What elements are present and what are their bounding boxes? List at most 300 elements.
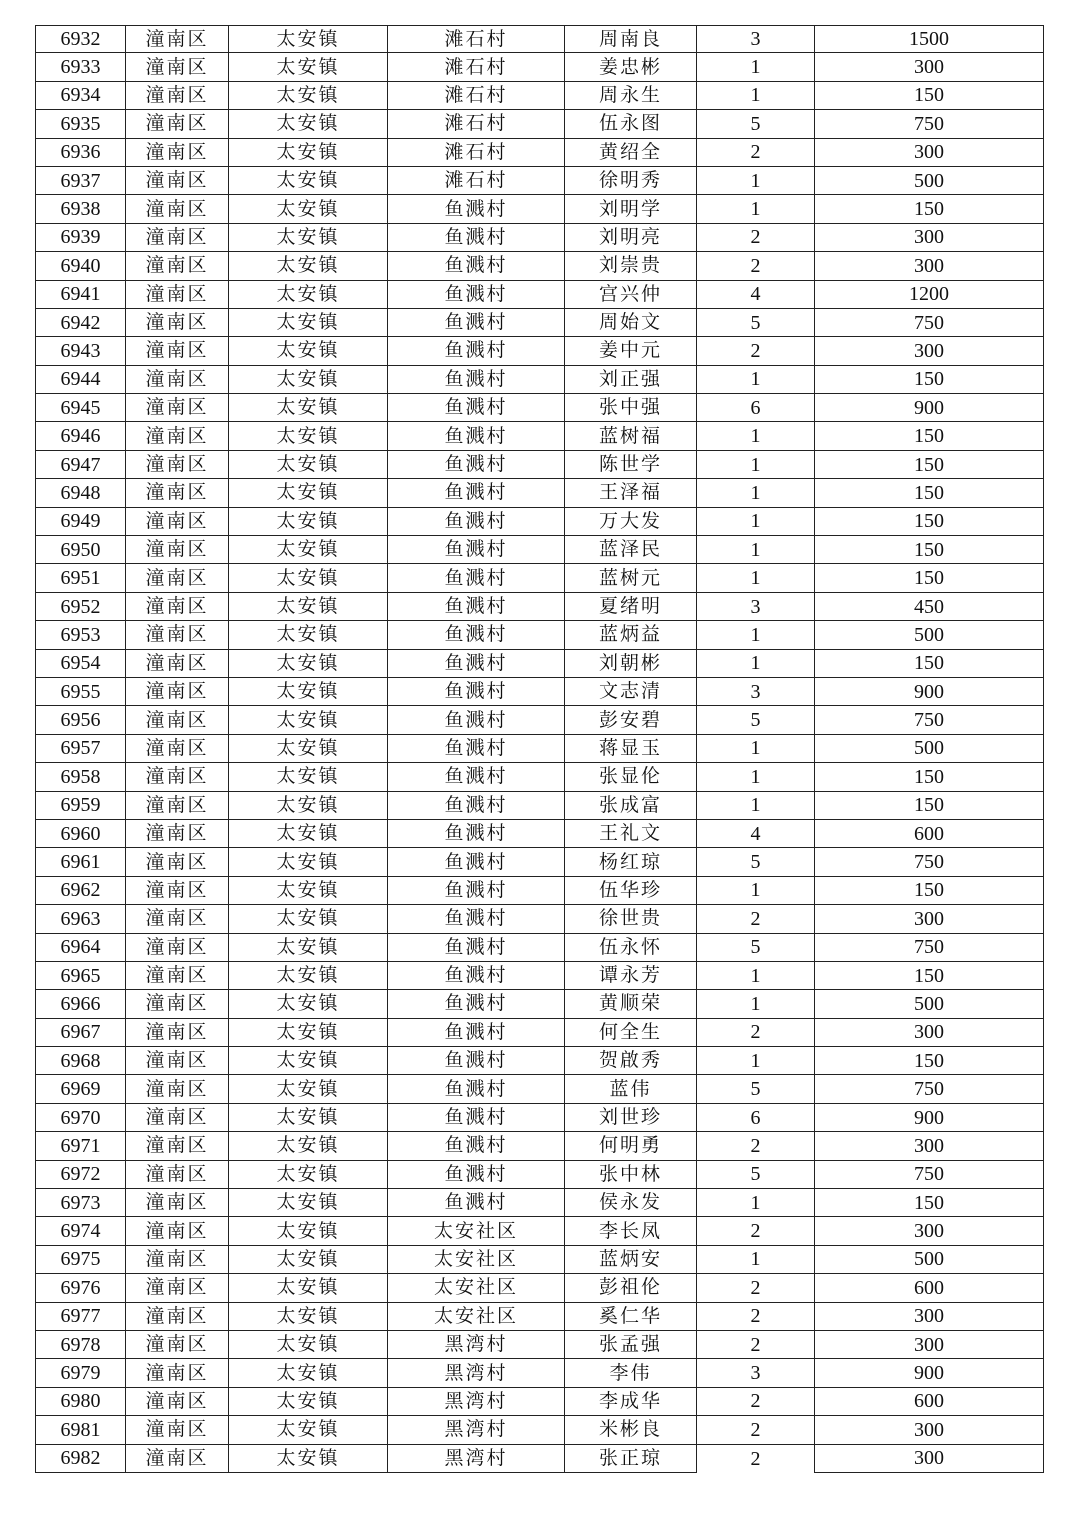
village-cell: 鱼溅村: [387, 508, 564, 536]
town-cell: 太安镇: [228, 82, 387, 110]
town-cell: 太安镇: [228, 593, 387, 621]
village-cell: 鱼溅村: [387, 820, 564, 848]
name-cell: 刘明学: [564, 195, 696, 223]
table-row: [35, 252, 1044, 280]
count-cell: 1: [696, 1189, 814, 1217]
village-cell: 鱼溅村: [387, 735, 564, 763]
village-cell: 太安社区: [387, 1246, 564, 1274]
name-cell: 姜中元: [564, 337, 696, 365]
village-cell: 鱼溅村: [387, 1104, 564, 1132]
table-row: [35, 1019, 1044, 1047]
town-cell: 太安镇: [228, 848, 387, 876]
serial-cell: 6963: [35, 905, 125, 933]
count-cell: 1: [696, 735, 814, 763]
district-cell: 潼南区: [125, 962, 228, 990]
serial-cell: 6935: [35, 110, 125, 138]
name-cell: 侯永发: [564, 1189, 696, 1217]
district-cell: 潼南区: [125, 1075, 228, 1103]
serial-cell: 6947: [35, 451, 125, 479]
village-cell: 鱼溅村: [387, 848, 564, 876]
name-cell: 宫兴仲: [564, 281, 696, 309]
count-cell: 2: [696, 337, 814, 365]
count-cell: 1: [696, 82, 814, 110]
district-cell: 潼南区: [125, 735, 228, 763]
town-cell: 太安镇: [228, 337, 387, 365]
table-row: [35, 309, 1044, 337]
count-cell: 1: [696, 962, 814, 990]
count-cell: 5: [696, 110, 814, 138]
village-cell: 太安社区: [387, 1274, 564, 1302]
table-row: [35, 139, 1044, 167]
amount-cell: 150: [814, 962, 1044, 990]
district-cell: 潼南区: [125, 82, 228, 110]
serial-cell: 6939: [35, 224, 125, 252]
table-row: [35, 508, 1044, 536]
town-cell: 太安镇: [228, 1303, 387, 1331]
count-cell: 1: [696, 564, 814, 592]
count-cell: 5: [696, 934, 814, 962]
table-row: [35, 564, 1044, 592]
amount-cell: 150: [814, 82, 1044, 110]
count-cell: 2: [696, 1445, 814, 1473]
village-cell: 鱼溅村: [387, 877, 564, 905]
amount-cell: 300: [814, 139, 1044, 167]
village-cell: 鱼溅村: [387, 1189, 564, 1217]
amount-cell: 500: [814, 735, 1044, 763]
name-cell: 李伟: [564, 1359, 696, 1387]
serial-cell: 6965: [35, 962, 125, 990]
village-cell: 鱼溅村: [387, 792, 564, 820]
serial-cell: 6952: [35, 593, 125, 621]
village-cell: 滩石村: [387, 167, 564, 195]
amount-cell: 300: [814, 1331, 1044, 1359]
serial-cell: 6950: [35, 536, 125, 564]
count-cell: 1: [696, 763, 814, 791]
count-cell: 2: [696, 1019, 814, 1047]
count-cell: 1: [696, 1047, 814, 1075]
serial-cell: 6961: [35, 848, 125, 876]
town-cell: 太安镇: [228, 422, 387, 450]
district-cell: 潼南区: [125, 337, 228, 365]
village-cell: 黑湾村: [387, 1359, 564, 1387]
amount-cell: 150: [814, 650, 1044, 678]
district-cell: 潼南区: [125, 479, 228, 507]
table-row: [35, 848, 1044, 876]
amount-cell: 300: [814, 1416, 1044, 1444]
table-row: [35, 394, 1044, 422]
district-cell: 潼南区: [125, 110, 228, 138]
village-cell: 鱼溅村: [387, 905, 564, 933]
serial-cell: 6954: [35, 650, 125, 678]
table-row: [35, 1161, 1044, 1189]
table-row: [35, 877, 1044, 905]
district-cell: 潼南区: [125, 820, 228, 848]
name-cell: 万大发: [564, 508, 696, 536]
district-cell: 潼南区: [125, 309, 228, 337]
table-row: [35, 1189, 1044, 1217]
amount-cell: 1200: [814, 281, 1044, 309]
serial-cell: 6959: [35, 792, 125, 820]
town-cell: 太安镇: [228, 1217, 387, 1245]
village-cell: 黑湾村: [387, 1331, 564, 1359]
count-cell: 2: [696, 1303, 814, 1331]
count-cell: 3: [696, 678, 814, 706]
name-cell: 奚仁华: [564, 1303, 696, 1331]
table-row: [35, 1274, 1044, 1302]
town-cell: 太安镇: [228, 110, 387, 138]
name-cell: 张中强: [564, 394, 696, 422]
village-cell: 鱼溅村: [387, 252, 564, 280]
town-cell: 太安镇: [228, 1132, 387, 1160]
name-cell: 贺啟秀: [564, 1047, 696, 1075]
amount-cell: 150: [814, 422, 1044, 450]
name-cell: 米彬良: [564, 1416, 696, 1444]
village-cell: 滩石村: [387, 25, 564, 53]
district-cell: 潼南区: [125, 848, 228, 876]
table-row: [35, 110, 1044, 138]
serial-cell: 6969: [35, 1075, 125, 1103]
district-cell: 潼南区: [125, 1132, 228, 1160]
count-cell: 5: [696, 706, 814, 734]
town-cell: 太安镇: [228, 763, 387, 791]
count-cell: 2: [696, 905, 814, 933]
town-cell: 太安镇: [228, 536, 387, 564]
table-row: [35, 678, 1044, 706]
amount-cell: 750: [814, 110, 1044, 138]
amount-cell: 300: [814, 1132, 1044, 1160]
village-cell: 鱼溅村: [387, 990, 564, 1018]
amount-cell: 900: [814, 1104, 1044, 1132]
district-cell: 潼南区: [125, 451, 228, 479]
amount-cell: 150: [814, 1047, 1044, 1075]
district-cell: 潼南区: [125, 678, 228, 706]
serial-cell: 6958: [35, 763, 125, 791]
serial-cell: 6974: [35, 1217, 125, 1245]
serial-cell: 6933: [35, 53, 125, 81]
table-row: [35, 1303, 1044, 1331]
district-cell: 潼南区: [125, 1359, 228, 1387]
serial-cell: 6941: [35, 281, 125, 309]
serial-cell: 6937: [35, 167, 125, 195]
count-cell: 2: [696, 1331, 814, 1359]
village-cell: 鱼溅村: [387, 451, 564, 479]
village-cell: 鱼溅村: [387, 1132, 564, 1160]
table-row: [35, 337, 1044, 365]
amount-cell: 500: [814, 1246, 1044, 1274]
table-row: [35, 1416, 1044, 1444]
name-cell: 黄绍全: [564, 139, 696, 167]
amount-cell: 600: [814, 820, 1044, 848]
serial-cell: 6980: [35, 1388, 125, 1416]
serial-cell: 6948: [35, 479, 125, 507]
town-cell: 太安镇: [228, 508, 387, 536]
table-row: [35, 366, 1044, 394]
village-cell: 鱼溅村: [387, 678, 564, 706]
amount-cell: 150: [814, 763, 1044, 791]
name-cell: 刘世珍: [564, 1104, 696, 1132]
town-cell: 太安镇: [228, 25, 387, 53]
amount-cell: 750: [814, 309, 1044, 337]
amount-cell: 150: [814, 195, 1044, 223]
name-cell: 张显伦: [564, 763, 696, 791]
table-row: [35, 1388, 1044, 1416]
village-cell: 黑湾村: [387, 1416, 564, 1444]
town-cell: 太安镇: [228, 650, 387, 678]
serial-cell: 6934: [35, 82, 125, 110]
district-cell: 潼南区: [125, 1303, 228, 1331]
village-cell: 鱼溅村: [387, 394, 564, 422]
district-cell: 潼南区: [125, 1445, 228, 1473]
name-cell: 蓝泽民: [564, 536, 696, 564]
name-cell: 姜忠彬: [564, 53, 696, 81]
amount-cell: 300: [814, 1019, 1044, 1047]
table-row: [35, 536, 1044, 564]
village-cell: 太安社区: [387, 1217, 564, 1245]
table-row: [35, 479, 1044, 507]
count-cell: 1: [696, 650, 814, 678]
district-cell: 潼南区: [125, 281, 228, 309]
village-cell: 鱼溅村: [387, 281, 564, 309]
village-cell: 黑湾村: [387, 1388, 564, 1416]
district-cell: 潼南区: [125, 877, 228, 905]
village-cell: 鱼溅村: [387, 224, 564, 252]
table-row: [35, 224, 1044, 252]
town-cell: 太安镇: [228, 1331, 387, 1359]
table-row: [35, 281, 1044, 309]
town-cell: 太安镇: [228, 1246, 387, 1274]
name-cell: 蓝炳益: [564, 621, 696, 649]
district-cell: 潼南区: [125, 990, 228, 1018]
name-cell: 王泽福: [564, 479, 696, 507]
district-cell: 潼南区: [125, 905, 228, 933]
count-cell: 1: [696, 422, 814, 450]
serial-cell: 6944: [35, 366, 125, 394]
district-cell: 潼南区: [125, 366, 228, 394]
name-cell: 张中林: [564, 1161, 696, 1189]
name-cell: 周南良: [564, 25, 696, 53]
count-cell: 2: [696, 1274, 814, 1302]
table-row: [35, 167, 1044, 195]
village-cell: 鱼溅村: [387, 195, 564, 223]
name-cell: 王礼文: [564, 820, 696, 848]
serial-cell: 6968: [35, 1047, 125, 1075]
name-cell: 周永生: [564, 82, 696, 110]
district-cell: 潼南区: [125, 564, 228, 592]
village-cell: 鱼溅村: [387, 650, 564, 678]
count-cell: 1: [696, 877, 814, 905]
district-cell: 潼南区: [125, 934, 228, 962]
count-cell: 2: [696, 1416, 814, 1444]
name-cell: 谭永芳: [564, 962, 696, 990]
village-cell: 滩石村: [387, 139, 564, 167]
serial-cell: 6949: [35, 508, 125, 536]
data-table: [35, 25, 1044, 1473]
serial-cell: 6932: [35, 25, 125, 53]
amount-cell: 150: [814, 792, 1044, 820]
serial-cell: 6976: [35, 1274, 125, 1302]
count-cell: 4: [696, 281, 814, 309]
amount-cell: 300: [814, 905, 1044, 933]
serial-cell: 6951: [35, 564, 125, 592]
village-cell: 鱼溅村: [387, 962, 564, 990]
town-cell: 太安镇: [228, 224, 387, 252]
district-cell: 潼南区: [125, 1047, 228, 1075]
serial-cell: 6940: [35, 252, 125, 280]
name-cell: 何明勇: [564, 1132, 696, 1160]
serial-cell: 6962: [35, 877, 125, 905]
count-cell: 6: [696, 394, 814, 422]
count-cell: 1: [696, 195, 814, 223]
village-cell: 鱼溅村: [387, 1075, 564, 1103]
table-row: [35, 706, 1044, 734]
district-cell: 潼南区: [125, 1274, 228, 1302]
amount-cell: 900: [814, 678, 1044, 706]
amount-cell: 500: [814, 990, 1044, 1018]
count-cell: 1: [696, 990, 814, 1018]
town-cell: 太安镇: [228, 167, 387, 195]
serial-cell: 6960: [35, 820, 125, 848]
amount-cell: 600: [814, 1388, 1044, 1416]
village-cell: 鱼溅村: [387, 309, 564, 337]
village-cell: 鱼溅村: [387, 1019, 564, 1047]
count-cell: 1: [696, 167, 814, 195]
district-cell: 潼南区: [125, 252, 228, 280]
district-cell: 潼南区: [125, 1104, 228, 1132]
district-cell: 潼南区: [125, 508, 228, 536]
serial-cell: 6967: [35, 1019, 125, 1047]
village-cell: 鱼溅村: [387, 536, 564, 564]
serial-cell: 6975: [35, 1246, 125, 1274]
town-cell: 太安镇: [228, 1388, 387, 1416]
name-cell: 刘正强: [564, 366, 696, 394]
town-cell: 太安镇: [228, 1445, 387, 1473]
table-row: [35, 1331, 1044, 1359]
count-cell: 2: [696, 224, 814, 252]
count-cell: 5: [696, 848, 814, 876]
town-cell: 太安镇: [228, 479, 387, 507]
table-row: [35, 451, 1044, 479]
table-row: [35, 1359, 1044, 1387]
village-cell: 鱼溅村: [387, 1047, 564, 1075]
town-cell: 太安镇: [228, 1161, 387, 1189]
name-cell: 伍永图: [564, 110, 696, 138]
table-row: [35, 820, 1044, 848]
district-cell: 潼南区: [125, 763, 228, 791]
count-cell: 1: [696, 451, 814, 479]
name-cell: 蓝树元: [564, 564, 696, 592]
district-cell: 潼南区: [125, 1189, 228, 1217]
table-row: [35, 1047, 1044, 1075]
serial-cell: 6966: [35, 990, 125, 1018]
town-cell: 太安镇: [228, 451, 387, 479]
name-cell: 徐明秀: [564, 167, 696, 195]
amount-cell: 900: [814, 1359, 1044, 1387]
serial-cell: 6957: [35, 735, 125, 763]
name-cell: 李成华: [564, 1388, 696, 1416]
serial-cell: 6971: [35, 1132, 125, 1160]
serial-cell: 6946: [35, 422, 125, 450]
town-cell: 太安镇: [228, 195, 387, 223]
name-cell: 夏绪明: [564, 593, 696, 621]
name-cell: 张正琼: [564, 1445, 696, 1473]
amount-cell: 300: [814, 1217, 1044, 1245]
name-cell: 陈世学: [564, 451, 696, 479]
serial-cell: 6978: [35, 1331, 125, 1359]
count-cell: 1: [696, 536, 814, 564]
amount-cell: 1500: [814, 25, 1044, 53]
town-cell: 太安镇: [228, 309, 387, 337]
count-cell: 1: [696, 479, 814, 507]
town-cell: 太安镇: [228, 1359, 387, 1387]
name-cell: 何全生: [564, 1019, 696, 1047]
town-cell: 太安镇: [228, 621, 387, 649]
count-cell: 3: [696, 1359, 814, 1387]
serial-cell: 6977: [35, 1303, 125, 1331]
district-cell: 潼南区: [125, 224, 228, 252]
serial-cell: 6942: [35, 309, 125, 337]
name-cell: 杨红琼: [564, 848, 696, 876]
count-cell: 1: [696, 792, 814, 820]
table-row: [35, 792, 1044, 820]
count-cell: 2: [696, 1132, 814, 1160]
count-cell: 2: [696, 139, 814, 167]
village-cell: 黑湾村: [387, 1445, 564, 1473]
town-cell: 太安镇: [228, 905, 387, 933]
district-cell: 潼南区: [125, 792, 228, 820]
amount-cell: 300: [814, 1303, 1044, 1331]
count-cell: 4: [696, 820, 814, 848]
amount-cell: 750: [814, 848, 1044, 876]
serial-cell: 6979: [35, 1359, 125, 1387]
village-cell: 鱼溅村: [387, 479, 564, 507]
amount-cell: 150: [814, 877, 1044, 905]
amount-cell: 750: [814, 706, 1044, 734]
count-cell: 6: [696, 1104, 814, 1132]
count-cell: 5: [696, 309, 814, 337]
village-cell: 太安社区: [387, 1303, 564, 1331]
name-cell: 黄顺荣: [564, 990, 696, 1018]
town-cell: 太安镇: [228, 1075, 387, 1103]
table-row: [35, 763, 1044, 791]
table-row: [35, 934, 1044, 962]
count-cell: 2: [696, 1388, 814, 1416]
name-cell: 蓝伟: [564, 1075, 696, 1103]
district-cell: 潼南区: [125, 1019, 228, 1047]
name-cell: 张成富: [564, 792, 696, 820]
count-cell: 1: [696, 53, 814, 81]
town-cell: 太安镇: [228, 706, 387, 734]
table-row: [35, 25, 1044, 53]
village-cell: 鱼溅村: [387, 593, 564, 621]
count-cell: 3: [696, 25, 814, 53]
name-cell: 李长凤: [564, 1217, 696, 1245]
village-cell: 鱼溅村: [387, 564, 564, 592]
name-cell: 彭安碧: [564, 706, 696, 734]
amount-cell: 900: [814, 394, 1044, 422]
amount-cell: 150: [814, 564, 1044, 592]
name-cell: 文志清: [564, 678, 696, 706]
town-cell: 太安镇: [228, 1019, 387, 1047]
district-cell: 潼南区: [125, 1331, 228, 1359]
amount-cell: 750: [814, 1161, 1044, 1189]
town-cell: 太安镇: [228, 394, 387, 422]
name-cell: 刘崇贵: [564, 252, 696, 280]
town-cell: 太安镇: [228, 1104, 387, 1132]
district-cell: 潼南区: [125, 593, 228, 621]
name-cell: 蒋显玉: [564, 735, 696, 763]
district-cell: 潼南区: [125, 422, 228, 450]
name-cell: 刘明亮: [564, 224, 696, 252]
